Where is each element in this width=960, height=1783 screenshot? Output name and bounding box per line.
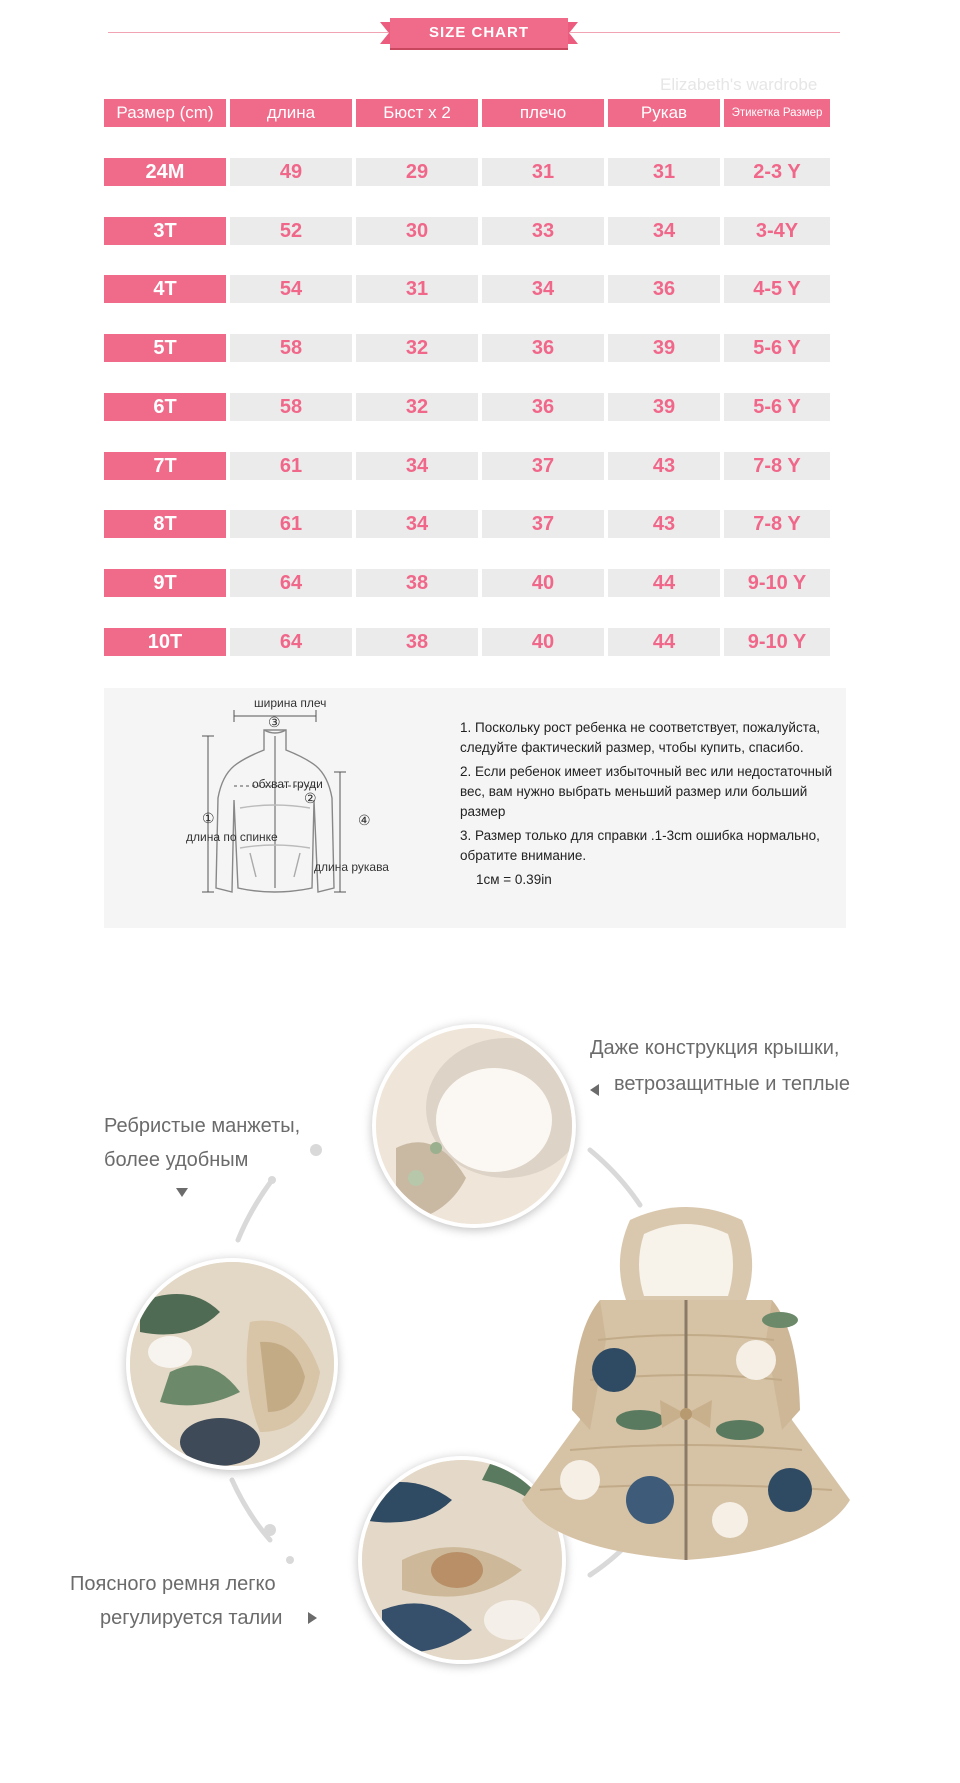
measurement-cell: 31 bbox=[482, 158, 604, 186]
hood-caption-line1: Даже конструкция крышки, bbox=[590, 1037, 840, 1059]
hood-caption-line2: ветрозащитные и теплые bbox=[614, 1073, 851, 1095]
back-length-label: длина по спинке bbox=[186, 830, 278, 844]
cuff-caption-line2: более удобным bbox=[104, 1149, 249, 1171]
measurement-cell: 9-10 Y bbox=[724, 628, 830, 656]
chest-label: обхват груди bbox=[252, 777, 323, 791]
shoulder-column-header: плечо bbox=[482, 99, 604, 127]
sleeve-column-header: Рукав bbox=[608, 99, 720, 127]
measurement-cell: 37 bbox=[482, 452, 604, 480]
size-cell: 3T bbox=[104, 217, 226, 245]
measurement-cell: 36 bbox=[482, 334, 604, 362]
note-3: 3. Размер только для справки .1-3cm ошибка нормально, обратите внимание. bbox=[460, 828, 820, 863]
size-cell: 4T bbox=[104, 275, 226, 303]
belt-caption-line2: регулируется талии bbox=[100, 1607, 283, 1629]
measurement-cell: 34 bbox=[482, 275, 604, 303]
measurement-cell: 2-3 Y bbox=[724, 158, 830, 186]
num-1-marker: ① bbox=[202, 810, 215, 826]
measurement-cell: 7-8 Y bbox=[724, 510, 830, 538]
measurement-cell: 40 bbox=[482, 569, 604, 597]
measurement-cell: 34 bbox=[608, 217, 720, 245]
measurement-cell: 43 bbox=[608, 452, 720, 480]
label-size-column-header: Этикетка Размер bbox=[724, 99, 830, 127]
size-cell: 8T bbox=[104, 510, 226, 538]
num-3-marker: ③ bbox=[268, 714, 281, 730]
measurement-cell: 5-6 Y bbox=[724, 334, 830, 362]
hood-detail-photo bbox=[372, 1024, 576, 1228]
measurement-cell: 3-4Y bbox=[724, 217, 830, 245]
measurement-cell: 32 bbox=[356, 334, 478, 362]
note-1: 1. Поскольку рост ребенка не соответствует, пожалуйста, следуйте фактический размер, чтобы купить, спасибо. bbox=[460, 720, 820, 755]
watermark: Elizabeth's wardrobe bbox=[660, 75, 818, 94]
size-column-header: Размер (cm) bbox=[104, 99, 226, 127]
measurement-cell: 32 bbox=[356, 393, 478, 421]
measurement-cell: 64 bbox=[230, 569, 352, 597]
measurement-cell: 36 bbox=[608, 275, 720, 303]
measurement-cell: 52 bbox=[230, 217, 352, 245]
measurement-cell: 31 bbox=[608, 158, 720, 186]
size-chart-title: SIZE CHART bbox=[390, 18, 568, 48]
measurement-cell: 9-10 Y bbox=[724, 569, 830, 597]
size-cell: 7T bbox=[104, 452, 226, 480]
size-cell: 10T bbox=[104, 628, 226, 656]
measurement-cell: 40 bbox=[482, 628, 604, 656]
size-cell: 24M bbox=[104, 158, 226, 186]
measurement-cell: 44 bbox=[608, 628, 720, 656]
shoulder-width-label: ширина плеч bbox=[254, 696, 327, 710]
measurement-cell: 43 bbox=[608, 510, 720, 538]
jacket-product-photo bbox=[520, 1200, 852, 1580]
length-column-header: длина bbox=[230, 99, 352, 127]
bust-column-header: Бюст x 2 bbox=[356, 99, 478, 127]
measurement-cell: 34 bbox=[356, 510, 478, 538]
measurement-cell: 61 bbox=[230, 510, 352, 538]
measurement-cell: 34 bbox=[356, 452, 478, 480]
measurement-cell: 7-8 Y bbox=[724, 452, 830, 480]
sleeve-length-label: длина рукава bbox=[314, 860, 389, 874]
pointer-left-icon bbox=[590, 1084, 599, 1096]
pointer-right-icon bbox=[308, 1612, 317, 1624]
measurement-cell: 5-6 Y bbox=[724, 393, 830, 421]
note-2: 2. Если ребенок имеет избыточный вес или недостаточный вес, вам нужно выбрать меньший размер или больший размер bbox=[460, 764, 833, 819]
size-cell: 5T bbox=[104, 334, 226, 362]
num-2-marker: ② bbox=[304, 790, 317, 806]
measurement-cell: 44 bbox=[608, 569, 720, 597]
measurement-cell: 38 bbox=[356, 569, 478, 597]
unit-conversion: 1см = 0.39in bbox=[476, 872, 552, 887]
size-cell: 6T bbox=[104, 393, 226, 421]
measurement-cell: 61 bbox=[230, 452, 352, 480]
measurement-cell: 37 bbox=[482, 510, 604, 538]
measurement-cell: 31 bbox=[356, 275, 478, 303]
measurement-cell: 38 bbox=[356, 628, 478, 656]
cuff-caption-line1: Ребристые манжеты, bbox=[104, 1115, 301, 1137]
belt-caption-line1: Поясного ремня легко bbox=[70, 1573, 276, 1595]
measurement-cell: 39 bbox=[608, 393, 720, 421]
measurement-cell: 4-5 Y bbox=[724, 275, 830, 303]
measurement-cell: 30 bbox=[356, 217, 478, 245]
measurement-cell: 49 bbox=[230, 158, 352, 186]
measurement-cell: 36 bbox=[482, 393, 604, 421]
measurement-cell: 54 bbox=[230, 275, 352, 303]
measurement-cell: 29 bbox=[356, 158, 478, 186]
measurement-cell: 58 bbox=[230, 393, 352, 421]
num-4-marker: ④ bbox=[358, 812, 371, 828]
measurement-cell: 33 bbox=[482, 217, 604, 245]
pointer-down-icon bbox=[176, 1188, 188, 1197]
cuff-detail-photo bbox=[126, 1258, 338, 1470]
size-cell: 9T bbox=[104, 569, 226, 597]
measurement-cell: 39 bbox=[608, 334, 720, 362]
measurement-cell: 64 bbox=[230, 628, 352, 656]
measurement-cell: 58 bbox=[230, 334, 352, 362]
